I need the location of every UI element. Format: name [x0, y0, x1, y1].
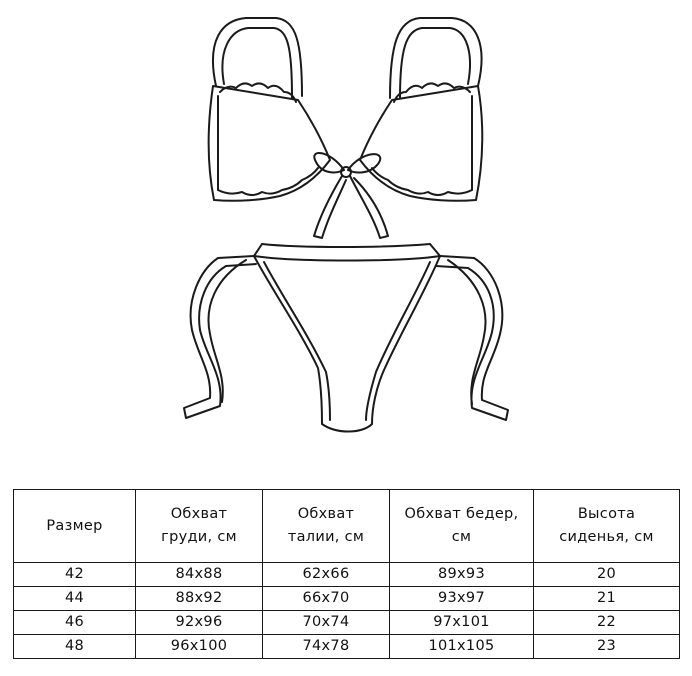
cell-rise: 23 [534, 635, 680, 659]
cell-bust: 88х92 [136, 587, 263, 611]
cell-hips: 101х105 [390, 635, 534, 659]
cell-hips: 93х97 [390, 587, 534, 611]
cell-size: 44 [14, 587, 136, 611]
cell-bust: 84х88 [136, 563, 263, 587]
cell-rise: 20 [534, 563, 680, 587]
header-hips: Обхват бедер, см [390, 490, 534, 563]
bikini-top-drawing [209, 18, 483, 238]
cell-waist: 66х70 [263, 587, 390, 611]
cell-size: 42 [14, 563, 136, 587]
cell-hips: 89х93 [390, 563, 534, 587]
cell-hips: 97х101 [390, 611, 534, 635]
cell-waist: 74х78 [263, 635, 390, 659]
table-row [14, 563, 680, 587]
table-header-row [14, 490, 680, 563]
size-chart-table [13, 489, 680, 659]
cell-size: 48 [14, 635, 136, 659]
cell-waist: 70х74 [263, 611, 390, 635]
table-row [14, 611, 680, 635]
cell-bust: 96х100 [136, 635, 263, 659]
header-waist: Обхват талии, см [263, 490, 390, 563]
cell-rise: 21 [534, 587, 680, 611]
header-bust: Обхват груди, см [136, 490, 263, 563]
table-row [14, 587, 680, 611]
header-size: Размер [14, 490, 136, 563]
cell-waist: 62х66 [263, 563, 390, 587]
cell-rise: 22 [534, 611, 680, 635]
cell-bust: 92х96 [136, 611, 263, 635]
table-row [14, 635, 680, 659]
bikini-bottom-drawing [184, 244, 508, 432]
cell-size: 46 [14, 611, 136, 635]
header-rise: Высота сиденья, см [534, 490, 680, 563]
